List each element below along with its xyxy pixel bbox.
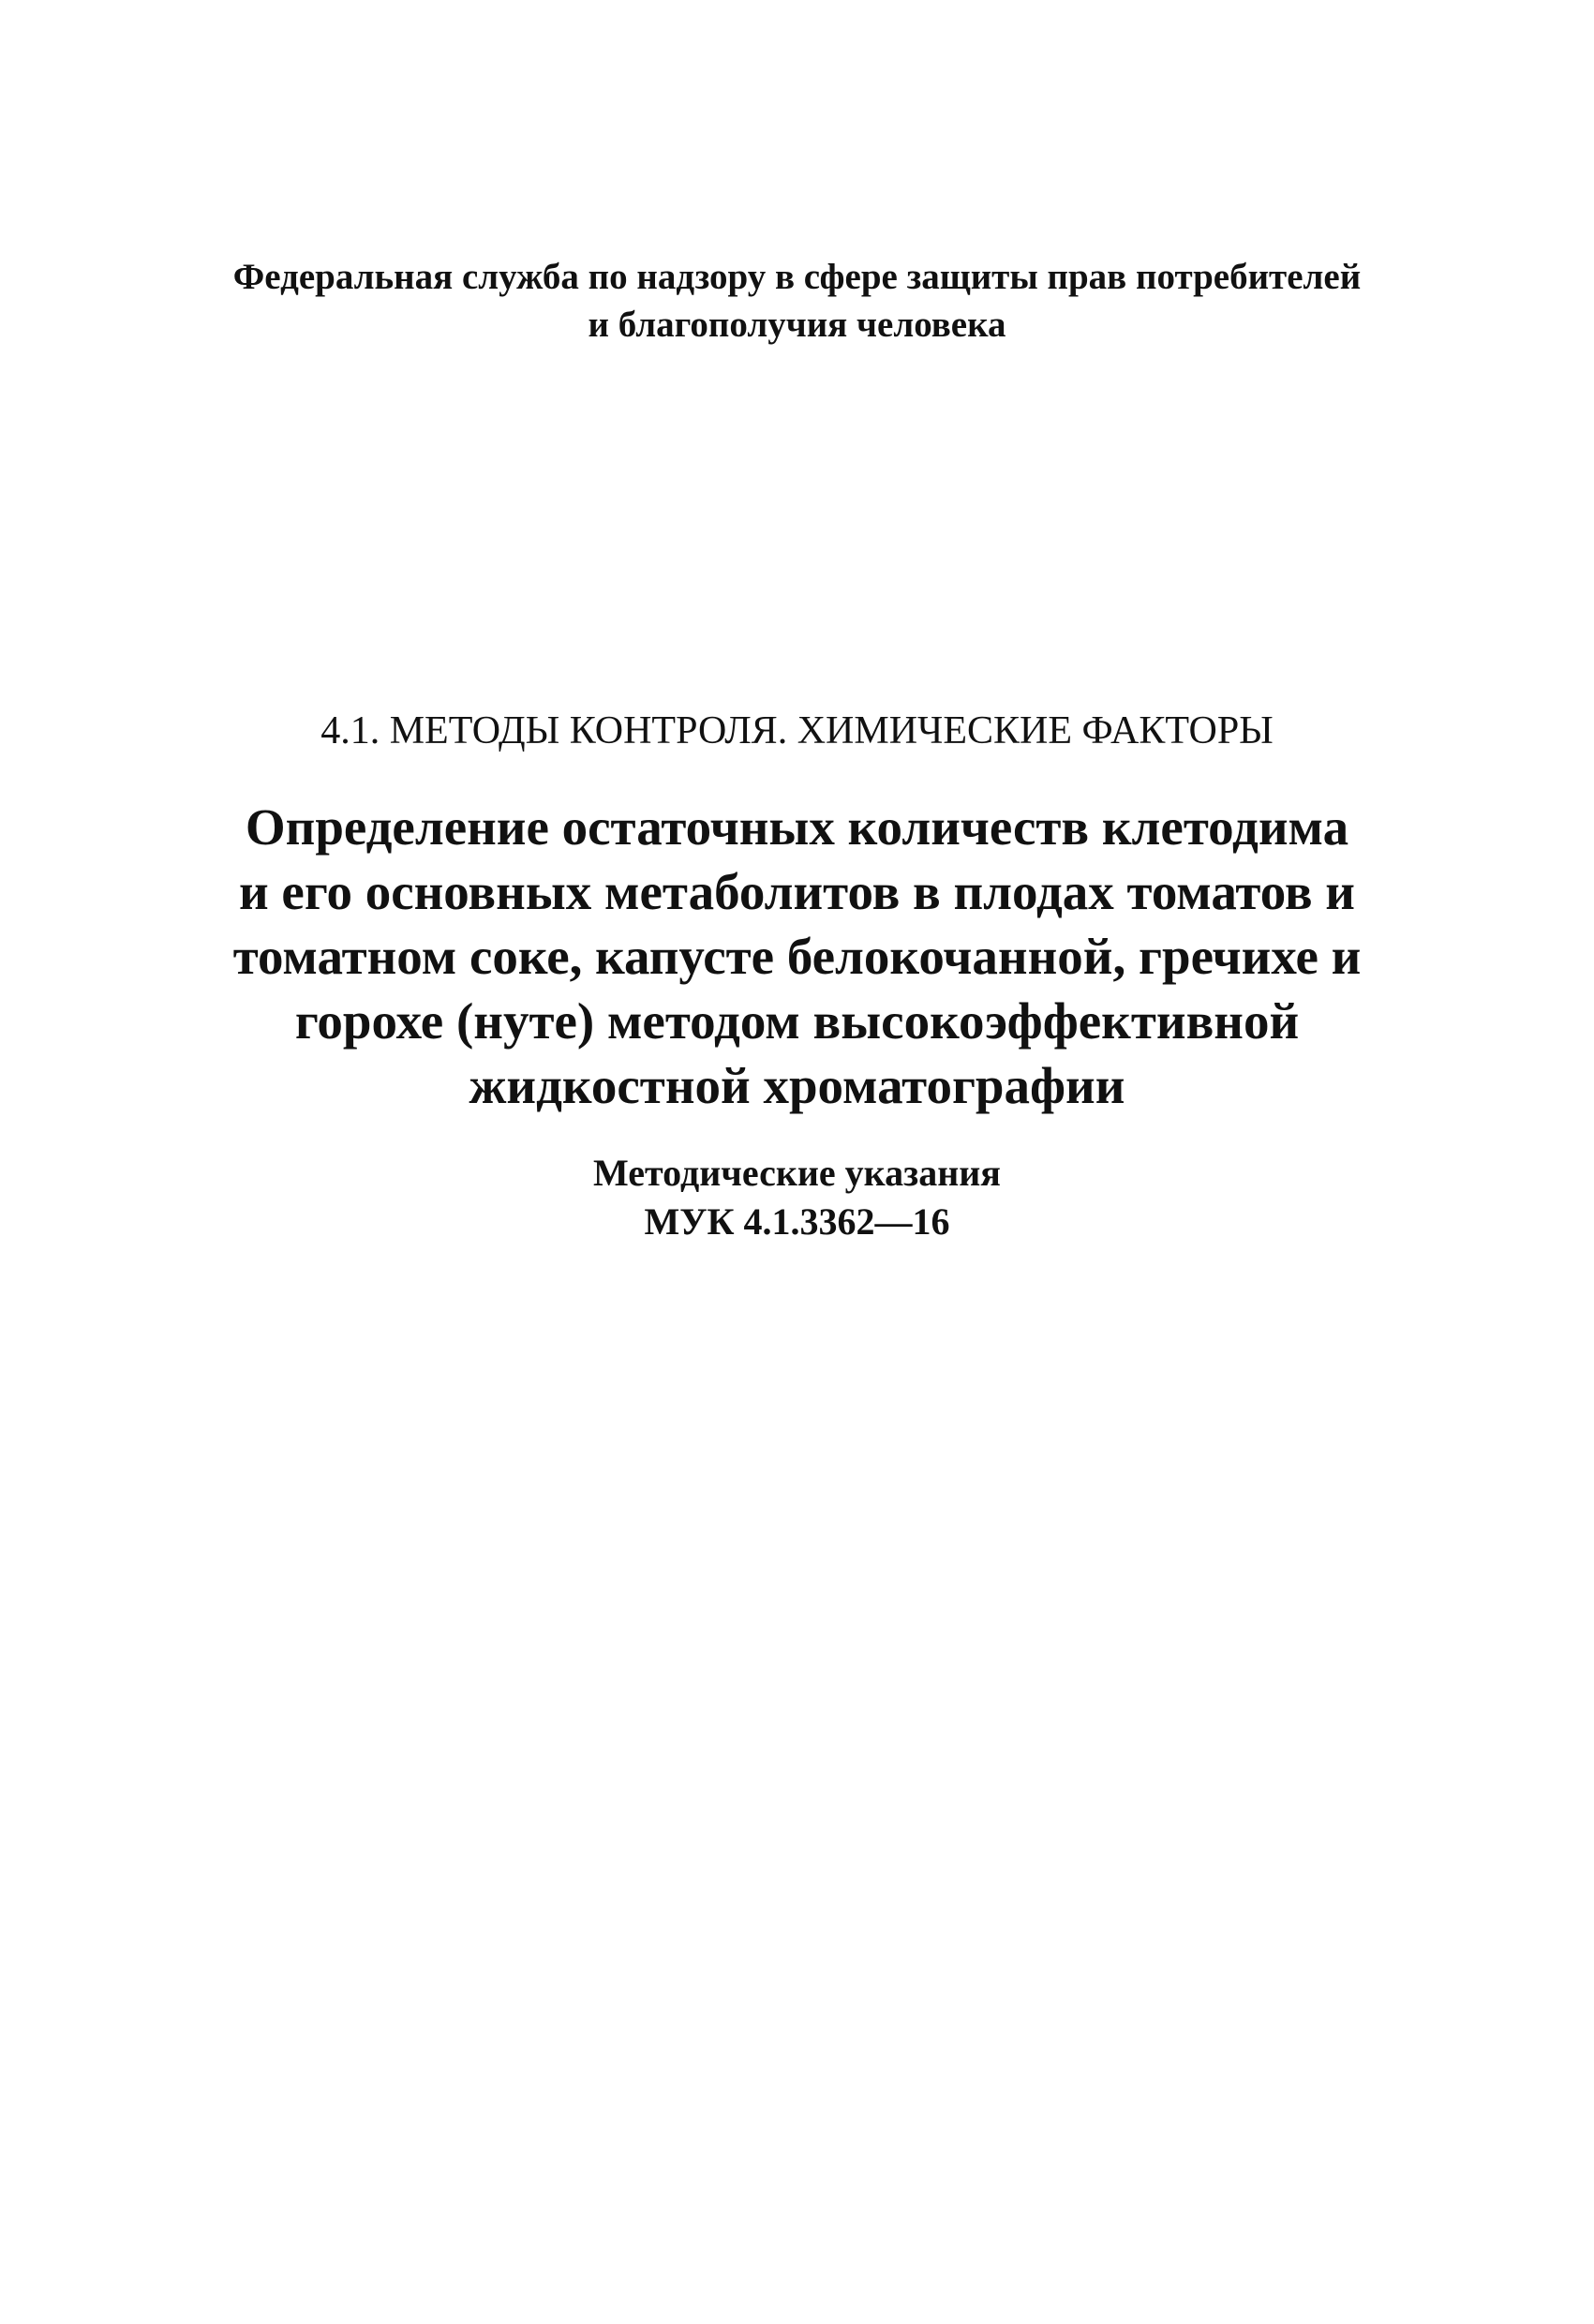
title-line-3: томатном соке, капусте белокочанной, гречихе и (232, 928, 1362, 985)
document-type-label: Методические указания (593, 1152, 1001, 1194)
agency-line-2: и благополучия человека (588, 305, 1006, 345)
section-heading-text: 4.1. МЕТОДЫ КОНТРОЛЯ. ХИМИЧЕСКИЕ ФАКТОРЫ (320, 709, 1274, 752)
agency-header (0, 253, 1594, 349)
agency-line-1: Федеральная служба по надзору в сфере защиты прав потребителей (232, 257, 1362, 297)
document-code: МУК 4.1.3362—16 (644, 1200, 950, 1243)
title-line-2: и его основных метаболитов в плодах томатов и (238, 863, 1355, 920)
document-type (0, 1149, 1594, 1246)
document-title (0, 795, 1594, 1118)
title-line-4: горохе (нуте) методом высокоэффективной (294, 992, 1300, 1050)
title-line-5: жидкостной хроматографии (469, 1057, 1125, 1114)
section-heading (0, 705, 1594, 757)
title-line-1: Определение остаточных количеств клетодима (245, 798, 1349, 856)
